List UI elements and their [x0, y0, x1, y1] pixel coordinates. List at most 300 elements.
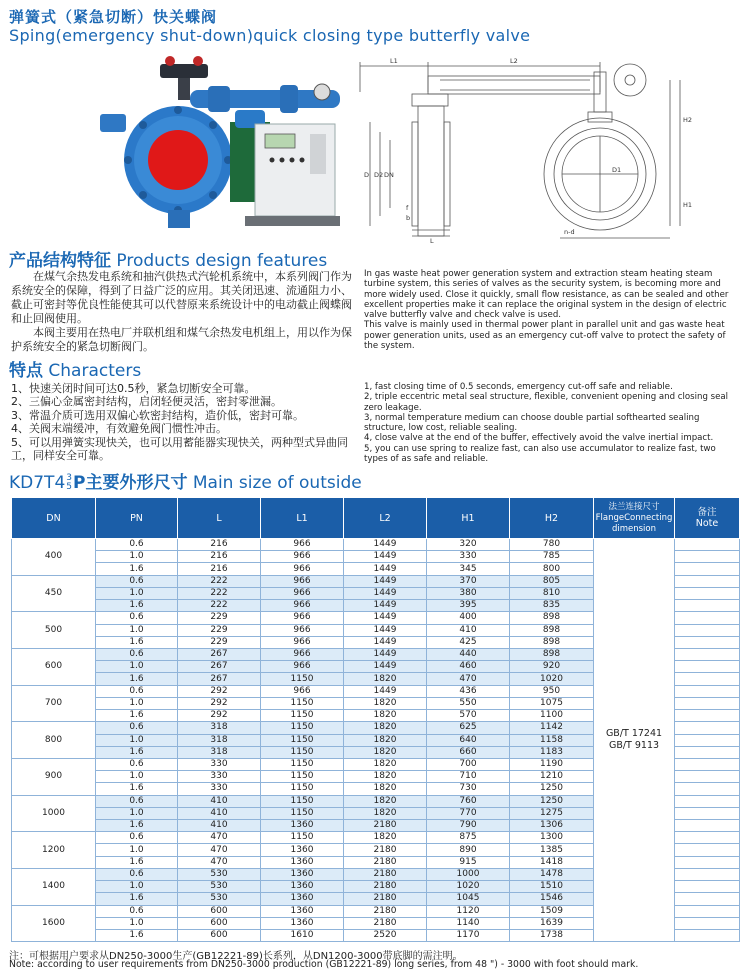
cell-note [675, 820, 740, 832]
cell-h1: 460 [427, 661, 510, 673]
cell-l1: 966 [261, 612, 344, 624]
cell-l: 267 [178, 661, 261, 673]
cell-flange-standard: GB/T 17241 GB/T 9113 [594, 539, 675, 942]
cell-pn: 0.6 [96, 648, 178, 660]
cell-l1: 1150 [261, 734, 344, 746]
cell-l1: 1150 [261, 832, 344, 844]
cell-l2: 1820 [344, 734, 427, 746]
cell-h1: 640 [427, 734, 510, 746]
cell-note [675, 844, 740, 856]
cell-l1: 1150 [261, 807, 344, 819]
cell-l2: 1449 [344, 600, 427, 612]
cell-h1: 890 [427, 844, 510, 856]
cell-dn: 1000 [12, 795, 96, 832]
cell-dn: 1200 [12, 832, 96, 869]
cell-l: 222 [178, 575, 261, 587]
cell-h1: 470 [427, 673, 510, 685]
cell-l2: 2180 [344, 820, 427, 832]
table-title [9, 468, 362, 493]
cell-h1: 370 [427, 575, 510, 587]
table-title-model: KD7T4 [9, 473, 66, 493]
cell-h2: 805 [510, 575, 594, 587]
cell-pn: 1.0 [96, 734, 178, 746]
cell-l2: 2180 [344, 881, 427, 893]
cell-h2: 1306 [510, 820, 594, 832]
cell-pn: 1.0 [96, 661, 178, 673]
col-header-l1: L1 [261, 498, 344, 539]
cell-l2: 2180 [344, 905, 427, 917]
cell-h1: 1020 [427, 881, 510, 893]
cell-l2: 1449 [344, 648, 427, 660]
cell-l: 267 [178, 648, 261, 660]
cell-l: 410 [178, 820, 261, 832]
cell-h2: 1210 [510, 771, 594, 783]
cell-dn: 800 [12, 722, 96, 759]
cell-h2: 1190 [510, 758, 594, 770]
table-title-sup: 3 [66, 473, 72, 483]
cell-note [675, 636, 740, 648]
cell-l1: 1150 [261, 673, 344, 685]
cell-l1: 1610 [261, 930, 344, 942]
cell-l2: 1820 [344, 673, 427, 685]
table-body [12, 539, 740, 942]
cell-l: 318 [178, 734, 261, 746]
cell-l2: 1449 [344, 661, 427, 673]
cell-note [675, 893, 740, 905]
cell-h2: 898 [510, 612, 594, 624]
cell-h2: 1142 [510, 722, 594, 734]
characters-item-cn: 3、常温介质可选用双偏心软密封结构，造价低，密封可靠。 [11, 408, 304, 422]
cell-pn: 0.6 [96, 832, 178, 844]
cell-l: 292 [178, 710, 261, 722]
cell-h1: 875 [427, 832, 510, 844]
cell-note [675, 783, 740, 795]
cell-l1: 1150 [261, 783, 344, 795]
cell-l1: 966 [261, 575, 344, 587]
characters-item-cn: 1、快速关闭时间可达0.5秒，紧急切断安全可靠。 [11, 382, 256, 395]
cell-note [675, 734, 740, 746]
products-heading [9, 246, 327, 271]
cell-l: 410 [178, 807, 261, 819]
cell-note [675, 648, 740, 660]
characters-item-cn: 5、可以用弹簧实现快关，也可以用蓄能器实现快关，两种型式异曲同工，同样安全可靠。 [11, 435, 348, 463]
page-title-cn: 弹簧式（紧急切断）快关蝶阀 [9, 8, 218, 26]
cell-h1: 730 [427, 783, 510, 795]
col-header-l2: L2 [344, 498, 427, 539]
dim-l1: L1 [390, 57, 398, 65]
cell-l1: 966 [261, 624, 344, 636]
cell-l1: 1150 [261, 795, 344, 807]
cell-l2: 1449 [344, 539, 427, 551]
cell-l: 600 [178, 930, 261, 942]
cell-h1: 345 [427, 563, 510, 575]
cell-h2: 898 [510, 624, 594, 636]
cell-l2: 1820 [344, 722, 427, 734]
cell-pn: 1.0 [96, 771, 178, 783]
cell-l: 229 [178, 624, 261, 636]
cell-h1: 770 [427, 807, 510, 819]
cell-l1: 966 [261, 563, 344, 575]
cell-h2: 898 [510, 636, 594, 648]
cell-l2: 1449 [344, 612, 427, 624]
cell-l2: 1449 [344, 685, 427, 697]
cell-h2: 1250 [510, 783, 594, 795]
cell-h1: 550 [427, 697, 510, 709]
cell-l: 330 [178, 783, 261, 795]
cell-pn: 0.6 [96, 539, 178, 551]
cell-l2: 1449 [344, 624, 427, 636]
products-text-en: In gas waste heat power generation system and extraction steam heating steam turbine system, this series of valves as the security system, is becoming more and more widely used. Close it quickly, small flow resistance, as can be sealed and other excellent properties make it can replace the original system in the design of electric valve butterfly valve and check valve is used. This valve is mainly used in thermal power plant in parallel unit and gas waste heat power generation units, used as an emergency cut-off valve to protect the safety of the system. [364, 269, 729, 352]
dim-l2: L2 [510, 57, 518, 65]
col-header-dn: DN [12, 498, 96, 539]
cell-dn: 500 [12, 612, 96, 649]
cell-l1: 1360 [261, 881, 344, 893]
cell-l: 470 [178, 832, 261, 844]
table-title-sub: 5 [66, 482, 72, 492]
cell-l1: 966 [261, 539, 344, 551]
valve-product-photo [60, 52, 360, 232]
cell-note [675, 917, 740, 929]
cell-l2: 1820 [344, 758, 427, 770]
cell-l1: 1150 [261, 746, 344, 758]
cell-pn: 1.6 [96, 746, 178, 758]
cell-h1: 436 [427, 685, 510, 697]
cell-h1: 660 [427, 746, 510, 758]
dim-f: f [406, 204, 409, 212]
cell-h2: 1020 [510, 673, 594, 685]
cell-l2: 2180 [344, 844, 427, 856]
cell-h2: 1639 [510, 917, 594, 929]
cell-l1: 966 [261, 587, 344, 599]
col-header-flange: 法兰连接尺寸 FlangeConnecting dimension [594, 498, 675, 539]
cell-h1: 440 [427, 648, 510, 660]
cell-l2: 1820 [344, 783, 427, 795]
col-header-h1: H1 [427, 498, 510, 539]
characters-item-cn: 2、三偏心金属密封结构，启闭轻便灵活，密封零泄漏。 [11, 395, 282, 409]
cell-l2: 1449 [344, 587, 427, 599]
cell-h2: 950 [510, 685, 594, 697]
cell-h2: 1509 [510, 905, 594, 917]
cell-l1: 1150 [261, 771, 344, 783]
cell-pn: 1.0 [96, 807, 178, 819]
cell-h2: 780 [510, 539, 594, 551]
cell-h2: 1250 [510, 795, 594, 807]
products-heading-en: Products design features [116, 251, 328, 271]
cell-l2: 2180 [344, 868, 427, 880]
cell-note [675, 563, 740, 575]
dim-d1: D1 [612, 166, 622, 174]
cell-l1: 1150 [261, 758, 344, 770]
cell-l1: 966 [261, 600, 344, 612]
cell-h1: 570 [427, 710, 510, 722]
dim-d2: D2 [374, 171, 384, 179]
cell-h1: 760 [427, 795, 510, 807]
cell-note [675, 624, 740, 636]
table-row [12, 539, 740, 551]
cell-pn: 0.6 [96, 575, 178, 587]
footnote-cn: 注：可根据用户要求从DN250-3000生产(GB12221-89)长系列，从DN1200-3000带底脚的需注明。 [9, 951, 463, 962]
cell-note [675, 832, 740, 844]
cell-l2: 2180 [344, 856, 427, 868]
cell-l2: 2180 [344, 917, 427, 929]
cell-h2: 1385 [510, 844, 594, 856]
cell-h2: 1478 [510, 868, 594, 880]
cell-l2: 1820 [344, 807, 427, 819]
cell-pn: 0.6 [96, 758, 178, 770]
cell-dn: 400 [12, 539, 96, 576]
cell-l1: 1150 [261, 710, 344, 722]
cell-l: 216 [178, 539, 261, 551]
cell-pn: 1.6 [96, 636, 178, 648]
cell-h1: 330 [427, 551, 510, 563]
characters-item-en: 4, close valve at the end of the buffer, effectively avoid the valve inertial impact. [364, 433, 714, 444]
cell-l1: 1360 [261, 868, 344, 880]
cell-note [675, 856, 740, 868]
page-title-en: Sping(emergency shut-down)quick closing type butterfly valve [9, 26, 531, 45]
cell-note [675, 881, 740, 893]
cell-note [675, 758, 740, 770]
cell-note [675, 771, 740, 783]
cell-note [675, 575, 740, 587]
cell-l2: 1449 [344, 575, 427, 587]
cell-l1: 1360 [261, 893, 344, 905]
cell-l: 292 [178, 697, 261, 709]
cell-l: 470 [178, 856, 261, 868]
cell-pn: 1.6 [96, 893, 178, 905]
cell-l: 600 [178, 917, 261, 929]
cell-pn: 1.6 [96, 930, 178, 942]
cell-l2: 1820 [344, 795, 427, 807]
cell-l1: 966 [261, 685, 344, 697]
cell-note [675, 697, 740, 709]
cell-pn: 1.0 [96, 844, 178, 856]
col-header-l: L [178, 498, 261, 539]
cell-pn: 1.6 [96, 820, 178, 832]
cell-dn: 700 [12, 685, 96, 722]
dim-h2: H2 [683, 116, 693, 124]
cell-l1: 1360 [261, 844, 344, 856]
characters-heading-en: Characters [48, 361, 142, 381]
cell-h2: 1275 [510, 807, 594, 819]
cell-h2: 1158 [510, 734, 594, 746]
cell-l: 470 [178, 844, 261, 856]
col-header-pn: PN [96, 498, 178, 539]
dim-b: b [406, 214, 411, 222]
cell-pn: 0.6 [96, 795, 178, 807]
dim-nd: n-d [564, 228, 575, 236]
table-title-fraction [66, 474, 72, 492]
cell-dn: 1400 [12, 868, 96, 905]
cell-l: 229 [178, 612, 261, 624]
cell-h2: 1418 [510, 856, 594, 868]
table-header-row [12, 498, 740, 539]
cell-l2: 1449 [344, 563, 427, 575]
cell-l: 222 [178, 600, 261, 612]
cell-pn: 0.6 [96, 612, 178, 624]
cell-h2: 1183 [510, 746, 594, 758]
cell-pn: 1.6 [96, 600, 178, 612]
cell-pn: 1.6 [96, 673, 178, 685]
valve-dimension-drawing [350, 52, 745, 244]
cell-l2: 1820 [344, 697, 427, 709]
cell-h1: 320 [427, 539, 510, 551]
cell-note [675, 661, 740, 673]
cell-l: 267 [178, 673, 261, 685]
table-title-cn: P主要外形尺寸 [73, 473, 188, 493]
cell-l: 216 [178, 563, 261, 575]
cell-note [675, 587, 740, 599]
cell-pn: 0.6 [96, 722, 178, 734]
cell-pn: 1.6 [96, 856, 178, 868]
cell-dn: 450 [12, 575, 96, 612]
cell-h2: 810 [510, 587, 594, 599]
cell-h1: 1000 [427, 868, 510, 880]
cell-pn: 1.6 [96, 710, 178, 722]
cell-h2: 1546 [510, 893, 594, 905]
cell-note [675, 710, 740, 722]
cell-pn: 1.0 [96, 587, 178, 599]
cell-h1: 700 [427, 758, 510, 770]
cell-note [675, 685, 740, 697]
cell-l: 600 [178, 905, 261, 917]
cell-h2: 920 [510, 661, 594, 673]
cell-h1: 625 [427, 722, 510, 734]
cell-pn: 1.0 [96, 917, 178, 929]
cell-l2: 2180 [344, 893, 427, 905]
cell-note [675, 905, 740, 917]
characters-list-cn [11, 382, 358, 462]
cell-pn: 1.0 [96, 624, 178, 636]
dim-l: L [430, 237, 434, 244]
cell-l1: 1150 [261, 697, 344, 709]
cell-h1: 1170 [427, 930, 510, 942]
cell-l1: 966 [261, 636, 344, 648]
cell-pn: 1.0 [96, 881, 178, 893]
cell-l: 318 [178, 722, 261, 734]
cell-l1: 1150 [261, 722, 344, 734]
table-title-en: Main size of outside [192, 473, 362, 493]
cell-l1: 966 [261, 551, 344, 563]
cell-l: 318 [178, 746, 261, 758]
cell-l1: 1360 [261, 917, 344, 929]
cell-l2: 1820 [344, 710, 427, 722]
products-heading-cn: 产品结构特征 [9, 251, 111, 271]
cell-pn: 0.6 [96, 868, 178, 880]
cell-pn: 1.0 [96, 697, 178, 709]
cell-pn: 1.6 [96, 563, 178, 575]
footnote-en: Note: according to user requirements from DN250-3000 production (GB12221-89) long series, from 48 ") - 3000 with foot should mark. [9, 959, 639, 970]
cell-h1: 395 [427, 600, 510, 612]
dimension-table [11, 497, 740, 942]
cell-dn: 600 [12, 648, 96, 685]
cell-note [675, 930, 740, 942]
cell-h1: 790 [427, 820, 510, 832]
cell-h2: 1510 [510, 881, 594, 893]
cell-l2: 1820 [344, 832, 427, 844]
cell-note [675, 722, 740, 734]
cell-h2: 1738 [510, 930, 594, 942]
dim-h1: H1 [683, 201, 693, 209]
col-header-h2: H2 [510, 498, 594, 539]
cell-l2: 2520 [344, 930, 427, 942]
cell-h2: 835 [510, 600, 594, 612]
cell-l: 222 [178, 587, 261, 599]
characters-item-en: 2, triple eccentric metal seal structure, flexible, convenient opening and closing seal zero leakage. [364, 392, 729, 413]
cell-h2: 785 [510, 551, 594, 563]
cell-h1: 410 [427, 624, 510, 636]
cell-l1: 966 [261, 661, 344, 673]
col-header-note: 备注 Note [675, 498, 740, 539]
cell-l1: 1360 [261, 905, 344, 917]
cell-pn: 0.6 [96, 905, 178, 917]
cell-l: 330 [178, 758, 261, 770]
characters-heading [9, 356, 141, 381]
characters-heading-cn: 特点 [9, 361, 43, 381]
cell-h1: 1045 [427, 893, 510, 905]
dim-dn: DN [384, 171, 394, 179]
products-text-cn: 在煤气余热发电系统和抽汽供热式汽轮机系统中，本系列阀门作为系统安全的保障，得到了日益广泛的应用。其关闭迅速、流通阻力小、截止可密封等优良性能使其可以代替原来系统设计中的电动截止阀蝶阀和止回阀使用。 本阀主要用在热电厂并联机组和煤气余热发电机组上，用以作为保护系统安全的紧急切断阀门。 [11, 270, 352, 353]
cell-pn: 0.6 [96, 685, 178, 697]
cell-note [675, 807, 740, 819]
cell-h1: 1120 [427, 905, 510, 917]
cell-h1: 380 [427, 587, 510, 599]
cell-h2: 1075 [510, 697, 594, 709]
cell-h1: 425 [427, 636, 510, 648]
cell-h1: 915 [427, 856, 510, 868]
cell-dn: 1600 [12, 905, 96, 942]
cell-note [675, 868, 740, 880]
characters-item-cn: 4、关阀末端缓冲，有效避免阀门惯性冲击。 [11, 422, 227, 436]
cell-l: 410 [178, 795, 261, 807]
cell-note [675, 746, 740, 758]
characters-item-en: 1, fast closing time of 0.5 seconds, emergency cut-off safe and reliable. [364, 382, 673, 392]
cell-l: 216 [178, 551, 261, 563]
cell-l1: 1360 [261, 820, 344, 832]
cell-l: 530 [178, 893, 261, 905]
cell-l: 530 [178, 868, 261, 880]
characters-item-en: 5, you can use spring to realize fast, can also use accumulator to realize fast, two types of as safe and reliable. [364, 443, 716, 465]
cell-l: 330 [178, 771, 261, 783]
cell-h2: 1100 [510, 710, 594, 722]
cell-l: 229 [178, 636, 261, 648]
cell-dn: 900 [12, 758, 96, 795]
cell-h1: 400 [427, 612, 510, 624]
cell-pn: 1.0 [96, 551, 178, 563]
cell-l2: 1820 [344, 746, 427, 758]
cell-l: 292 [178, 685, 261, 697]
cell-pn: 1.6 [96, 783, 178, 795]
cell-h1: 710 [427, 771, 510, 783]
cell-l1: 1360 [261, 856, 344, 868]
cell-h1: 1140 [427, 917, 510, 929]
cell-l1: 966 [261, 648, 344, 660]
cell-note [675, 539, 740, 551]
cell-note [675, 795, 740, 807]
cell-h2: 898 [510, 648, 594, 660]
cell-note [675, 600, 740, 612]
characters-item-en: 3, normal temperature medium can choose double partial softhearted sealing structure, low cost, reliable sealing. [364, 412, 700, 434]
cell-l: 530 [178, 881, 261, 893]
cell-note [675, 673, 740, 685]
cell-note [675, 612, 740, 624]
cell-note [675, 551, 740, 563]
cell-l2: 1820 [344, 771, 427, 783]
characters-list-en [364, 382, 742, 464]
cell-l2: 1449 [344, 636, 427, 648]
cell-h2: 800 [510, 563, 594, 575]
cell-h2: 1300 [510, 832, 594, 844]
cell-l2: 1449 [344, 551, 427, 563]
